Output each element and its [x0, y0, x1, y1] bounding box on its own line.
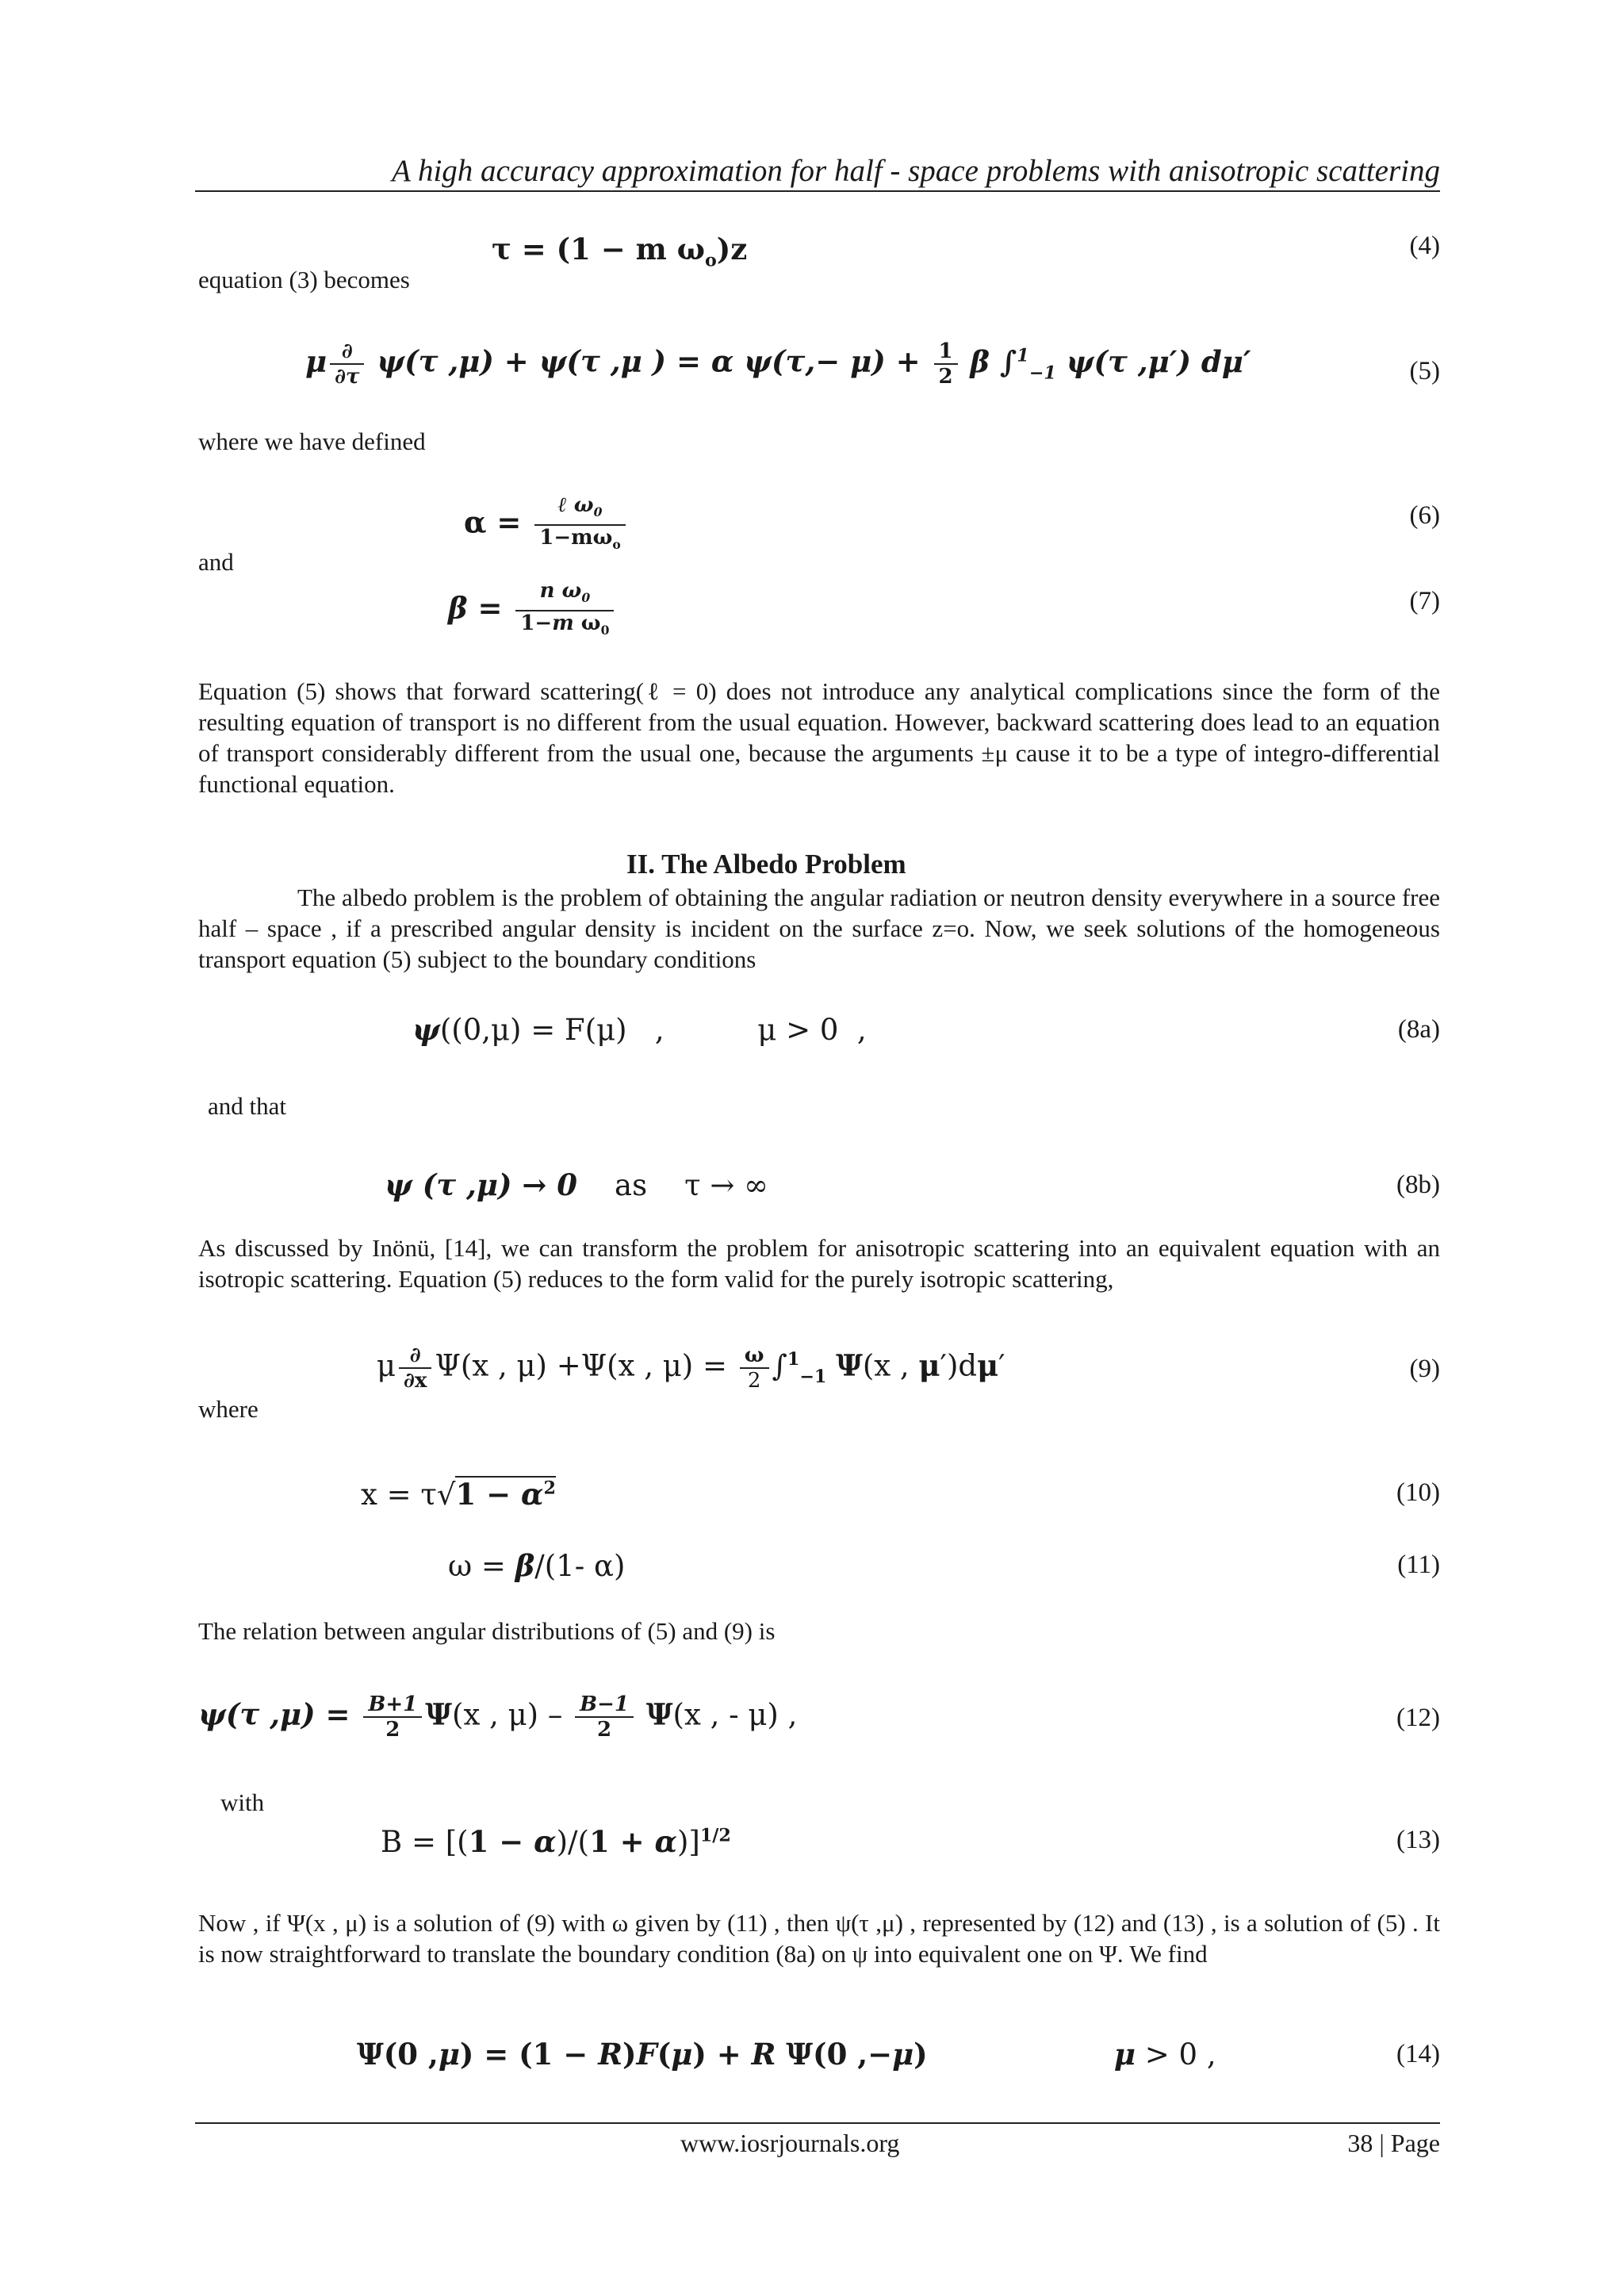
equation-9: μ $\frac{\partial}{\partial x}$ Ψ(x , μ) +Ψ(x , μ) = $\frac{\omega}{2}$ ∫$^1_{-1}$ Ψ(x , μ′)dμ′: [377, 1343, 1005, 1393]
equation-10: $x = \tau√1 - \alpha^2$: [361, 1477, 556, 1512]
equation-11: ω = β/(1- α): [448, 1548, 626, 1583]
equation-13: $B = [(1 - \alpha)/(1 + \alpha)]^{1/2}$: [381, 1824, 731, 1859]
equation-8b: ψ (τ ,μ) → 0 as τ → ∞: [385, 1167, 768, 1202]
eq-number-7: (7): [1409, 587, 1440, 615]
text-where: where: [198, 1395, 259, 1423]
eq-number-11: (11): [1397, 1550, 1440, 1579]
footer-rule: [195, 2122, 1440, 2124]
paragraph-albedo: The albedo problem is the problem of obtaining the angular radiation or neutron density everywhere in a source free half – space , if a prescribed angular density is incident on the surface z=o. Now, we seek solutions of the homogeneous transport equation (5) subject to the boundary conditions: [198, 884, 1441, 973]
eq-number-6: (6): [1409, 501, 1440, 530]
paragraph-translation: Now , if Ψ(x , μ) is a solution of (9) with ω given by (11) , then ψ(τ ,μ) , represented by (12) and (13) , is a solution of (5) . It is now straightforward to translate the boundary condition (8a) on ψ into equivalent one on Ψ. We find: [198, 1909, 1440, 1968]
eq-number-5: (5): [1409, 357, 1440, 385]
equation-5: μ $\frac{\partial}{\partial\tau}$ ψ(τ ,μ) + ψ(τ ,μ ) = α ψ(τ,− μ) + $\frac{1}{2}$ β ∫$^1_{-1}$ ψ(τ ,μ′) dμ′: [305, 339, 1251, 389]
footer-website[interactable]: www.iosrjournals.org: [680, 2129, 900, 2157]
eq-number-4: (4): [1409, 232, 1440, 260]
equation-12: ψ(τ ,μ) = $\frac{B+1}{2}$ Ψ(x , μ) – $\frac{B-1}{2}$ Ψ(x , - μ) ,: [198, 1692, 798, 1742]
eq-number-14: (14): [1396, 2040, 1440, 2068]
eq-number-13: (13): [1396, 1826, 1440, 1854]
section-heading: II. The Albedo Problem: [626, 849, 906, 880]
equation-6: α = $\frac{\ell \omega_0}{1-m\omega_o}$: [464, 493, 629, 557]
equation-7: β = $\frac{n \omega_0}{1-m \omega_0}$: [448, 579, 617, 642]
eq-number-12: (12): [1396, 1704, 1440, 1732]
eq-number-10: (10): [1396, 1478, 1440, 1507]
running-title: A high accuracy approximation for half - space problems with anisotropic scattering: [392, 154, 1440, 188]
header-rule: [195, 190, 1440, 192]
text-where-defined: where we have defined: [198, 427, 426, 455]
footer-page-number: 38 | Page: [1347, 2129, 1440, 2157]
text-and: and: [198, 548, 234, 576]
equation-8a: ψ((0,μ) = F(μ) , μ > 0 ,: [412, 1012, 867, 1047]
text-relation: The relation between angular distributions of (5) and (9) is: [198, 1617, 776, 1645]
paragraph-forward-scattering: Equation (5) shows that forward scattering(ℓ = 0) does not introduce any analytical complications since the form of the resulting equation of transport is no different from the usual equation. However, backward scattering does lead to an equation of transport considerably different from the usual one, because the arguments ±μ cause it to be a type of integro-differential functional equation.: [198, 677, 1440, 798]
text-with: with: [220, 1788, 265, 1816]
eq-number-8a: (8a): [1397, 1015, 1440, 1044]
equation-4: τ = (1 − m $\omega_o)z$: [492, 232, 748, 271]
eq-number-8b: (8b): [1396, 1171, 1440, 1199]
text-and-that: and that: [208, 1092, 286, 1120]
text-eq3-becomes: equation (3) becomes: [198, 266, 410, 293]
eq-number-9: (9): [1409, 1355, 1440, 1383]
equation-14: Ψ(0 ,μ) = (1 − R)F(μ) + R Ψ(0 ,−μ) μ > 0 ,: [357, 2037, 1216, 2072]
paragraph-inonu: As discussed by Inönü, [14], we can transform the problem for anisotropic scattering into an equivalent equation with an isotropic scattering. Equation (5) reduces to the form valid for the purely isotropic scattering,: [198, 1234, 1440, 1293]
